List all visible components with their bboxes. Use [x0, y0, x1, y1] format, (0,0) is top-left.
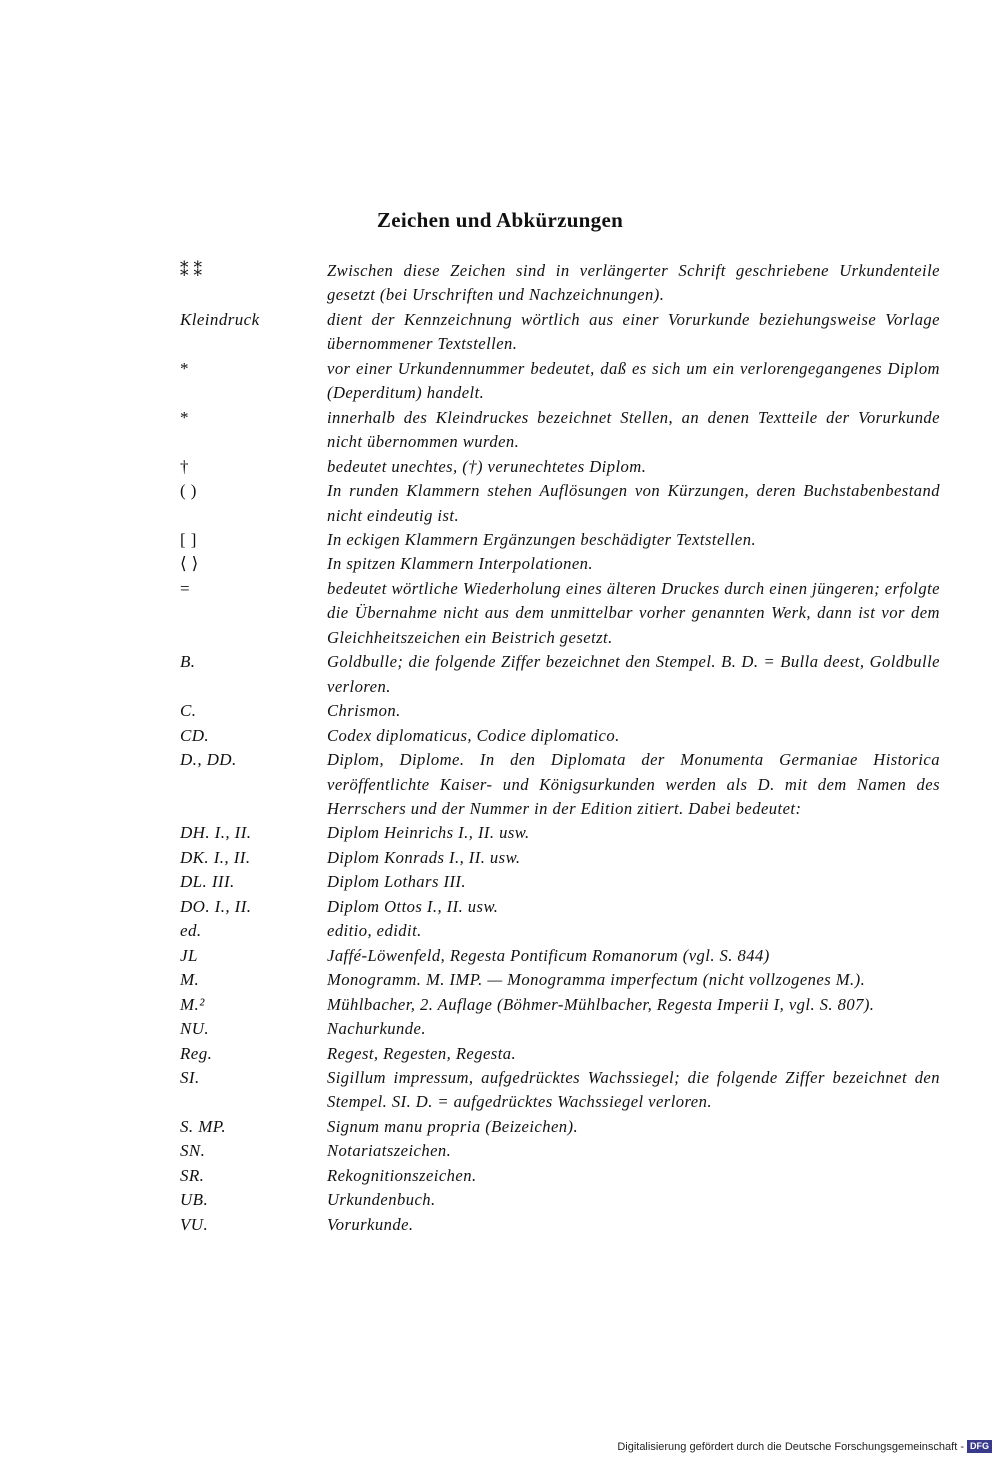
list-item — [180, 1066, 940, 1115]
abbreviation-term: M. — [180, 970, 200, 990]
abbreviation-definition: Codex diplomaticus, Codice diplomatico. — [327, 725, 620, 745]
dfg-logo: DFG — [967, 1440, 992, 1453]
abbreviation-term: ⟨ ⟩ — [180, 554, 199, 574]
list-item — [180, 993, 940, 1017]
list-item — [180, 308, 940, 357]
list-item — [180, 1213, 940, 1237]
abbreviation-definition: Rekognitionszeichen. — [327, 1165, 477, 1185]
abbreviation-definition: Jaffé-Löwenfeld, Regesta Pontificum Romanorum (vgl. S. 844) — [327, 945, 770, 965]
list-item — [180, 748, 940, 821]
list-item — [180, 870, 940, 894]
abbreviation-definition: bedeutet wörtliche Wiederholung eines älteren Druckes durch einen jüngeren; erfolgte die Übernahme nicht aus dem unmittelbar vorher genannten Werk, dann ist vor dem Gleichheitszeichen ein Beistrich gesetzt. — [327, 578, 940, 647]
abbreviation-definition: In spitzen Klammern Interpolationen. — [327, 554, 594, 574]
abbreviation-definition: Monogramm. M. IMP. — Monogramma imperfectum (nicht vollzogenes M.). — [327, 970, 866, 990]
abbreviation-definition: Notariatszeichen. — [327, 1141, 452, 1161]
abbreviation-definition: Diplom Ottos I., II. usw. — [327, 896, 499, 916]
page-title: Zeichen und Abkürzungen — [376, 208, 624, 232]
abbreviation-term: Kleindruck — [180, 309, 260, 329]
abbreviation-definition: Urkundenbuch. — [327, 1190, 436, 1210]
abbreviation-definition: Sigillum impressum, aufgedrücktes Wachssiegel; die folgende Ziffer bezeichnet den Stempel. SI. D. = aufgedrücktes Wachssiegel verloren. — [327, 1067, 940, 1112]
abbreviation-term: M.² — [180, 994, 205, 1014]
list-item — [180, 479, 940, 528]
list-item — [180, 919, 940, 943]
list-item — [180, 1139, 940, 1163]
abbreviation-definition: dient der Kennzeichnung wörtlich aus einer Vorurkunde beziehungsweise Vorlage übernommener Textstellen. — [327, 309, 940, 354]
abbreviation-term: ed. — [180, 921, 202, 941]
abbreviation-definition: Diplom Lothars III. — [327, 872, 466, 892]
abbreviation-term: VU. — [180, 1214, 209, 1234]
abbreviation-term: ( ) — [180, 481, 197, 501]
abbreviation-term: ⁑ ⁑ — [180, 261, 203, 280]
abbreviation-term: DL. III. — [180, 872, 235, 892]
list-item — [180, 944, 940, 968]
abbreviation-term: UB. — [180, 1190, 209, 1210]
abbreviation-term: = — [180, 578, 190, 598]
list-item — [180, 1017, 940, 1041]
abbreviation-definition: Signum manu propria (Beizeichen). — [327, 1116, 579, 1136]
abbreviation-definition: Diplom Heinrichs I., II. usw. — [327, 823, 530, 843]
abbreviation-term: SN. — [180, 1141, 206, 1161]
abbreviation-term: SI. — [180, 1067, 200, 1087]
list-item — [180, 1164, 940, 1188]
abbreviation-list — [180, 259, 940, 1237]
list-item — [180, 1188, 940, 1212]
abbreviation-term: NU. — [180, 1019, 210, 1039]
abbreviation-definition: Nachurkunde. — [327, 1019, 426, 1039]
credit-text: Digitalisierung gefördert durch die Deutsche Forschungsgemeinschaft - — [617, 1440, 964, 1453]
abbreviation-definition: Diplom Konrads I., II. usw. — [327, 847, 521, 867]
abbreviation-term: DK. I., II. — [180, 847, 251, 867]
abbreviation-term: DO. I., II. — [180, 896, 252, 916]
abbreviation-definition: Vorurkunde. — [327, 1214, 414, 1234]
abbreviation-definition: Zwischen diese Zeichen sind in verlängerter Schrift geschriebene Urkundenteile gesetzt (bei Urschriften und Nachzeichnungen). — [327, 261, 940, 305]
list-item — [180, 821, 940, 845]
abbreviation-term: * — [180, 358, 189, 378]
list-item — [180, 724, 940, 748]
abbreviation-term: [ ] — [180, 529, 197, 549]
abbreviation-definition: Chrismon. — [327, 701, 401, 721]
abbreviation-definition: editio, edidit. — [327, 921, 422, 941]
abbreviation-definition: In eckigen Klammern Ergänzungen beschädigter Textstellen. — [327, 529, 757, 549]
abbreviation-definition: In runden Klammern stehen Auflösungen von Kürzungen, deren Buchstabenbestand nicht eindeutig ist. — [327, 481, 940, 525]
list-item — [180, 1115, 940, 1139]
abbreviation-definition: Regest, Regesten, Regesta. — [327, 1043, 517, 1063]
abbreviation-term: CD. — [180, 725, 210, 745]
abbreviation-definition: Mühlbacher, 2. Auflage (Böhmer-Mühlbacher, Regesta Imperii I, vgl. S. 807). — [327, 994, 875, 1014]
list-item — [180, 552, 940, 576]
list-item — [180, 699, 940, 723]
list-item — [180, 406, 940, 455]
list-item — [180, 528, 940, 552]
abbreviation-definition: bedeutet unechtes, (†) verunechtetes Diplom. — [327, 456, 647, 476]
abbreviation-term: SR. — [180, 1165, 205, 1185]
abbreviation-definition: vor einer Urkundennummer bedeutet, daß es sich um ein verlorengegangenes Diplom (Deperditum) handelt. — [327, 358, 940, 403]
abbreviation-definition: Diplom, Diplome. In den Diplomata der Monumenta Germaniae Historica veröffentlichte Kaiser- und Königsurkunden werden als D. mit dem Namen des Herrschers und der Nummer in der Edition zitiert. Dabei bedeutet: — [327, 750, 940, 818]
list-item — [180, 650, 940, 699]
abbreviation-term: S. MP. — [180, 1116, 227, 1136]
list-item — [180, 968, 940, 992]
list-item — [180, 895, 940, 919]
list-item — [180, 357, 940, 406]
list-item — [180, 577, 940, 650]
abbreviation-term: Reg. — [180, 1043, 213, 1063]
abbreviation-term: DH. I., II. — [180, 823, 252, 843]
abbreviation-term: B. — [180, 652, 196, 672]
abbreviation-term: † — [180, 456, 189, 476]
digitization-credit — [617, 1440, 992, 1453]
abbreviation-term: C. — [180, 701, 197, 721]
abbreviation-term: JL — [180, 945, 198, 965]
list-item — [180, 846, 940, 870]
abbreviation-definition: Goldbulle; die folgende Ziffer bezeichnet den Stempel. B. D. = Bulla deest, Goldbulle verloren. — [327, 652, 940, 696]
list-item — [180, 1042, 940, 1066]
list-item — [180, 259, 940, 308]
abbreviation-term: D., DD. — [180, 750, 237, 770]
abbreviation-term: * — [180, 407, 189, 427]
abbreviation-definition: innerhalb des Kleindruckes bezeichnet Stellen, an denen Textteile der Vorurkunde nicht übernommen wurden. — [327, 407, 940, 452]
list-item — [180, 455, 940, 479]
